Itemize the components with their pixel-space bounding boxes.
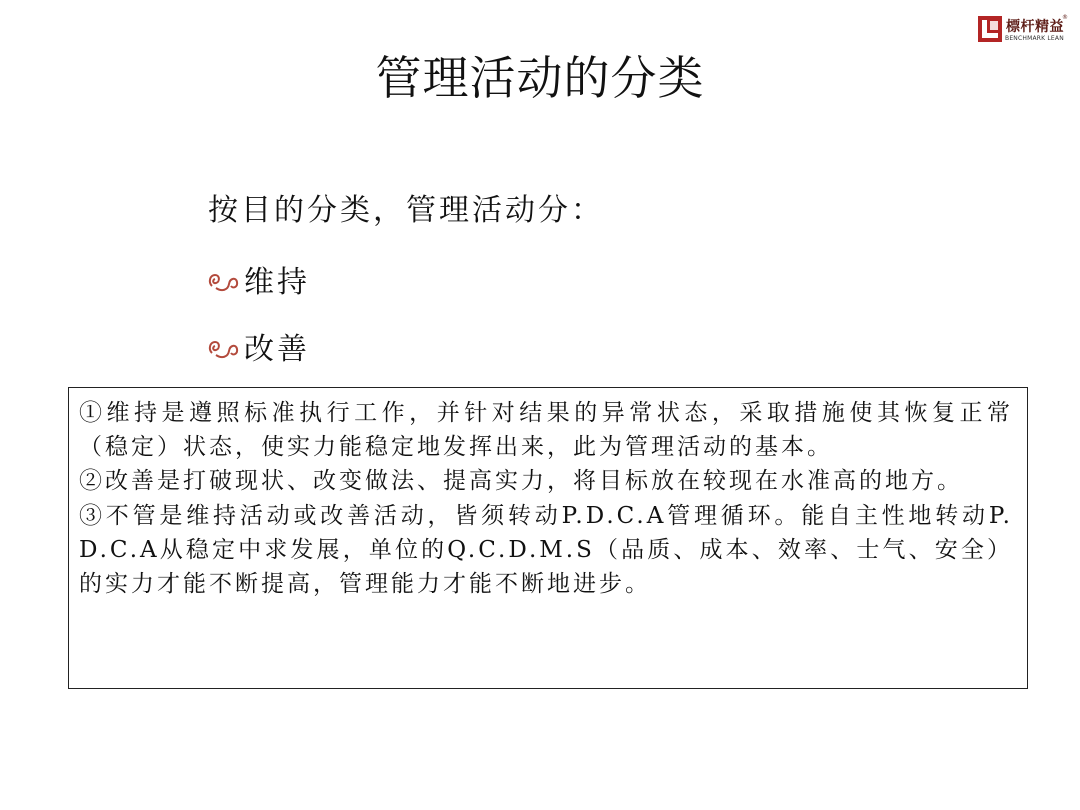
note-maintain: ①维持是遵照标准执行工作，并针对结果的异常状态，采取措施使其恢复正常（稳定）状态，使实力能稳定地发挥出来，此为管理活动的基本。 bbox=[79, 400, 1013, 461]
logo-name-en: BENCHMARK LEAN bbox=[1005, 35, 1064, 42]
swirl-bullet-icon bbox=[206, 337, 240, 361]
intro-line: 按目的分类，管理活动分： bbox=[208, 193, 604, 228]
logo-name-cn: 標杆精益 bbox=[1006, 19, 1064, 35]
bullet-label: 维持 bbox=[244, 265, 310, 300]
note-pdca: ③不管是维持活动或改善活动，皆须转动P.D.C.A管理循环。能自主性地转动P.D.C.A从稳定中求发展，单位的Q.C.D.M.S（品质、成本、效率、士气、安全）的实力才能不断提高，管理能力才能不断地进步。 bbox=[79, 502, 1013, 598]
swirl-bullet-icon bbox=[206, 270, 240, 294]
bullet-item-maintain bbox=[206, 260, 310, 306]
note-improve: ②改善是打破现状、改变做法、提高实力，将目标放在较现在水准高的地方。 bbox=[79, 468, 963, 495]
explanation-box bbox=[68, 387, 1028, 689]
page-title: 管理活动的分类 bbox=[375, 51, 705, 105]
logo-registered-mark: ® bbox=[1062, 14, 1068, 21]
logo-mark-icon bbox=[978, 16, 1002, 42]
bullet-label: 改善 bbox=[244, 332, 310, 367]
bullet-item-improve bbox=[206, 327, 310, 373]
